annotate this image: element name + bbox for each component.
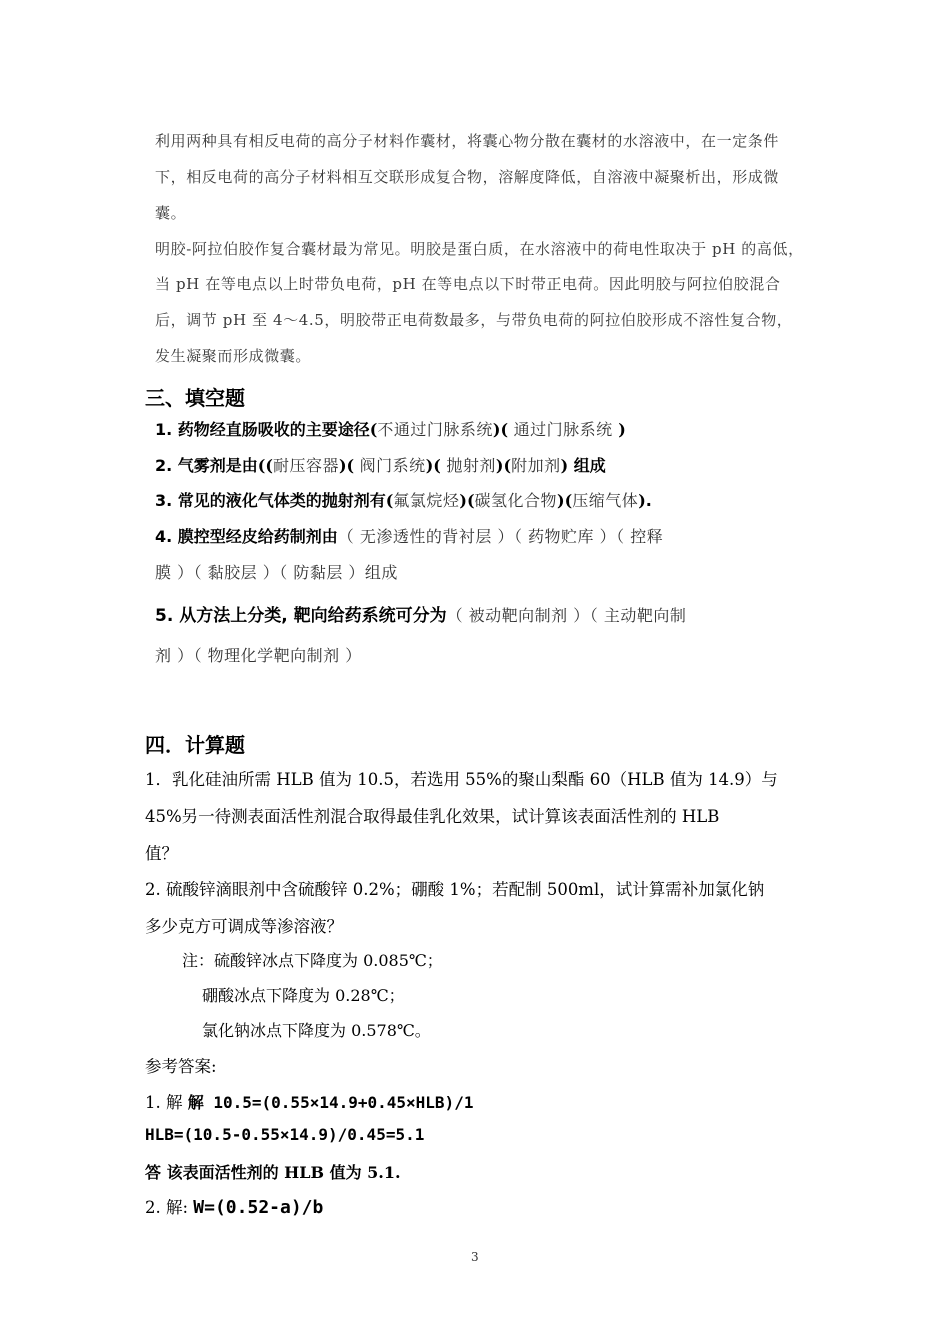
page-number: 3 (471, 1250, 479, 1264)
intro-line-6: 后，调节 pH 至 4～4.5，明胶带正电荷数最多，与带负电荷的阿拉伯胶形成不溶性复合物， (155, 311, 793, 329)
fill-q3-answer-3: 压缩气体 (572, 491, 639, 510)
answers-label: 参考答案: (145, 1057, 217, 1076)
intro-line-3: 囊。 (155, 204, 187, 222)
fill-q3-answer-2: 碳氢化合物 (474, 491, 558, 510)
answer1-conclusion: 答 该表面活性剂的 HLB 值为 5.1. (145, 1163, 401, 1182)
fill-question-3: 3. 常见的液化气体类的抛射剂有(氟氯烷烃)(碳氢化合物)(压缩气体). (155, 491, 652, 510)
answer1-equation: 解 10.5=(0.55×14.9+0.45×HLB)/1 (187, 1093, 474, 1112)
intro-line-1: 利用两种具有相反电荷的高分子材料作囊材，将囊心物分散在囊材的水溶液中，在一定条件 (155, 132, 780, 150)
fill-q4-answers-line2: 膜 ）（ 黏胶层 ）（ 防黏层 ）组成 (155, 563, 398, 582)
fill-q1-text: 1. 药物经直肠吸收的主要途径 (155, 420, 370, 439)
answer2-line-1 (145, 1194, 323, 1218)
fill-question-5-cont (155, 643, 362, 666)
fill-q2-answer-2: 阀门系统 (354, 456, 426, 475)
fill-question-1: 1. 药物经直肠吸收的主要途径(不通过门脉系统)( 通过门脉系统 ) (155, 420, 626, 439)
answer2-formula: W=(0.52-a)/b (193, 1197, 324, 1218)
fill-question-2: 2. 气雾剂是由((耐压容器)( 阀门系统)( 抛射剂)(附加剂) 组成 (155, 456, 606, 475)
intro-line-2: 下，相反电荷的高分子材料相互交联形成复合物，溶解度降低，自溶液中凝聚析出，形成微 (155, 168, 780, 186)
problem1-line-1: 1．乳化硅油所需 HLB 值为 10.5，若选用 55%的聚山梨酯 60（HLB 值为 14.9）与 (145, 770, 778, 789)
note-line-2: 硼酸冰点下降度为 0.28℃； (202, 986, 405, 1005)
fill-q1-answer-1: 不通过门脉系统 (377, 420, 493, 439)
intro-line-4: 明胶-阿拉伯胶作复合囊材最为常见。明胶是蛋白质，在水溶液中的荷电性取决于 pH 的高低， (155, 240, 804, 258)
fill-q2-tail: 组成 (568, 456, 606, 475)
fill-question-4-cont (155, 560, 398, 583)
fill-q1-answer-2: 通过门脉系统 (508, 420, 619, 439)
fill-q5-answers-line1: （ 被动靶向制剂 ）（ 主动靶向制 (446, 606, 687, 625)
answer1-line-1 (145, 1089, 473, 1113)
fill-q2-answer-3: 抛射剂 (440, 456, 496, 475)
problem2-line-1: 2. 硫酸锌滴眼剂中含硫酸锌 0.2%；硼酸 1%；若配制 500ml，试计算需补加氯化钠 (145, 880, 765, 899)
problem1-line-3: 值？ (145, 844, 178, 863)
note-line-3: 氯化钠冰点下降度为 0.578℃。 (202, 1021, 431, 1040)
fill-q4-text: 4. 膜控型经皮给药制剂由 (155, 527, 338, 546)
fill-q3-answer-1: 氟氯烷烃 (393, 491, 460, 510)
fill-q3-tail: . (645, 491, 652, 510)
fill-q5-text: 5. 从方法上分类, 靶向给药系统可分为 (155, 606, 447, 626)
answer1-line-2: HLB=(10.5-0.55×14.9)/0.45=5.1 (145, 1125, 425, 1144)
section4-title: 四．计算题 (145, 733, 245, 757)
fill-q2-text: 2. 气雾剂是由 (155, 456, 258, 475)
intro-line-5: 当 pH 在等电点以上时带负电荷，pH 在等电点以下时带正电荷。因此明胶与阿拉伯胶混合 (155, 275, 781, 293)
answer2-prefix: 2. 解: (145, 1198, 194, 1217)
problem2-line-2: 多少克方可调成等渗溶液？ (145, 917, 343, 936)
fill-q2-answer-4: 附加剂 (511, 456, 561, 475)
fill-q2-answer-1: 耐压容器 (272, 456, 339, 475)
fill-q4-answers-line1: （ 无渗透性的背衬层 ）（ 药物贮库 ）（ 控释 (337, 527, 664, 546)
note-line-1: 注：硫酸锌冰点下降度为 0.085℃； (182, 951, 443, 970)
intro-line-7: 发生凝聚而形成微囊。 (155, 347, 312, 365)
fill-q3-text: 3. 常见的液化气体类的抛射剂有 (155, 491, 386, 510)
fill-q5-answers-line2: 剂 ）（ 物理化学靶向制剂 ） (155, 646, 362, 665)
section3-title: 三、填空题 (145, 386, 245, 410)
answer1-prefix: 1. 解 (145, 1093, 188, 1112)
fill-question-5 (155, 601, 686, 626)
fill-question-4 (155, 524, 663, 547)
problem1-line-2: 45%另一待测表面活性剂混合取得最佳乳化效果，试计算该表面活性剂的 HLB (145, 807, 720, 826)
